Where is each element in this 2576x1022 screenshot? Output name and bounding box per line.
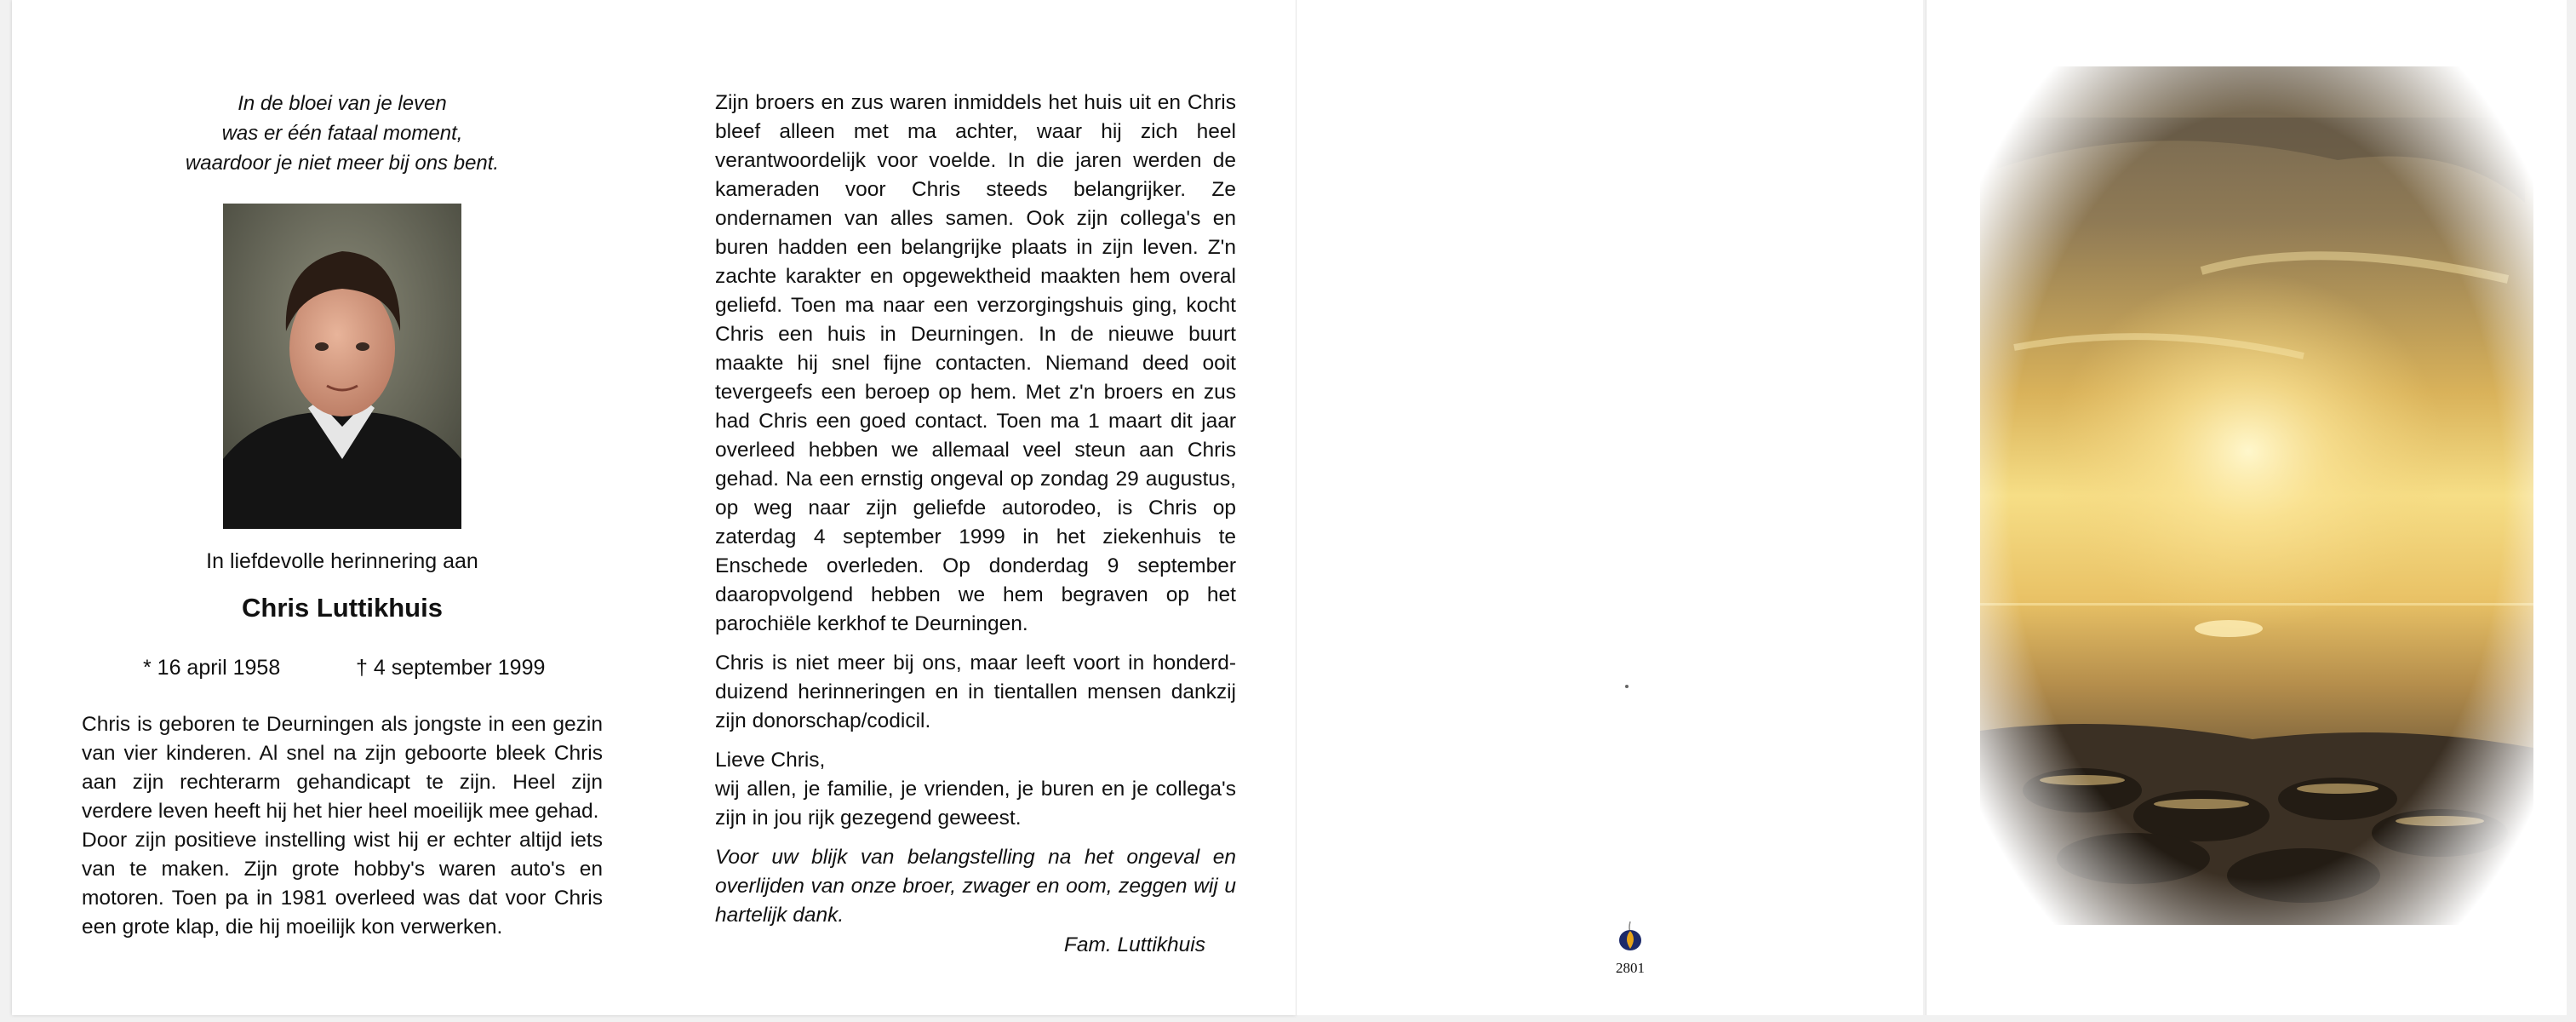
back-cover <box>1296 0 1923 1015</box>
paragraph: Chris is niet meer bij ons, maar leeft voort in honderd-duizend herinneringen en in tientallen mensen dankzij zijn donorschap/codicil. <box>715 652 1236 732</box>
family-signature: Fam. Luttikhuis <box>1063 933 1205 956</box>
verse-line: In de bloei van je leven <box>238 92 447 115</box>
printer-number: 2801 <box>1616 960 1645 976</box>
sunset-photo <box>1980 66 2533 925</box>
portrait-photo <box>223 204 461 529</box>
greeting-text: wij allen, je familie, je vrienden, je buren en je collega's zijn in jou rijk gezegend geweest. <box>715 778 1236 830</box>
thanks-text: Voor uw blijk van belangstelling na het ongeval en overlijden van onze broer, zwager en oom, zeggen wij u hartelijk dank. <box>715 846 1236 927</box>
greeting: Lieve Chris, <box>715 749 826 772</box>
deceased-name: Chris Luttikhuis <box>242 593 443 623</box>
left-column <box>82 89 603 942</box>
speck <box>1625 685 1629 688</box>
paragraph: Zijn broers en zus waren inmiddels het huis uit en Chris bleef alleen met ma achter, waar hij zich heel verantwoordelijk voor voelde. In die jaren werden de kameraden voor Chris steeds belangrijker. Ze ondernamen van alles samen. Ook zijn collega's en buren hadden een belangrijke plaats in zijn leven. Z'n zachte karakter en opgewektheid maakten hem overal geliefd. Toen ma naar een verzorgingshuis ging, kocht Chris een huis in Deurningen. In de nieuwe buurt maakte hij snel fijne contacten. Niemand deed ooit tevergeefs een beroep op hem. Met z'n broers en zus had Chris een goed contact. Toen ma 1 maart dit jaar overleed hebben we allemaal veel steun aan Chris gehad. Na een ernstig ongeval op zondag 29 augustus, op weg naar zijn geliefde autorodeo, is Chris op zaterdag 4 september 1999 in het ziekenhuis te Enschede overleden. Op donderdag 9 september daaropvolgend hebben we hem begraven op het parochiële kerkhof te Deurningen. <box>715 91 1236 635</box>
life-dates <box>82 656 603 685</box>
right-column <box>715 89 1236 957</box>
death-date: † 4 september 1999 <box>356 656 546 680</box>
opening-verse <box>82 89 603 178</box>
paragraph: Chris is geboren te Deurningen als jongste in een gezin van vier kinderen. Al snel na zijn geboorte bleek Chris aan zijn rechterarm gehandicapt te zijn. Heel zijn verdere leven heeft hij het hier heel moeilijk mee gehad. <box>82 713 603 823</box>
verse-line: was er één fataal moment, <box>221 122 463 145</box>
biography-right <box>715 89 1236 930</box>
verse-line: waardoor je niet meer bij ons bent. <box>185 152 500 175</box>
inner-spread <box>12 0 1296 1015</box>
birth-date: * 16 april 1958 <box>143 656 281 680</box>
printer-mark <box>1616 920 1645 977</box>
intro-text: In liefdevolle herinnering aan <box>206 549 478 573</box>
paragraph: Door zijn positieve instelling wist hij er echter altijd iets van te maken. Zijn grote hobby's waren auto's en motoren. Toen pa in 1981 overleed was dat voor Chris een grote klap, die hij moeilijk kon verwerken. <box>82 829 603 939</box>
printer-logo-icon <box>1616 920 1645 952</box>
biography-left <box>82 710 603 942</box>
